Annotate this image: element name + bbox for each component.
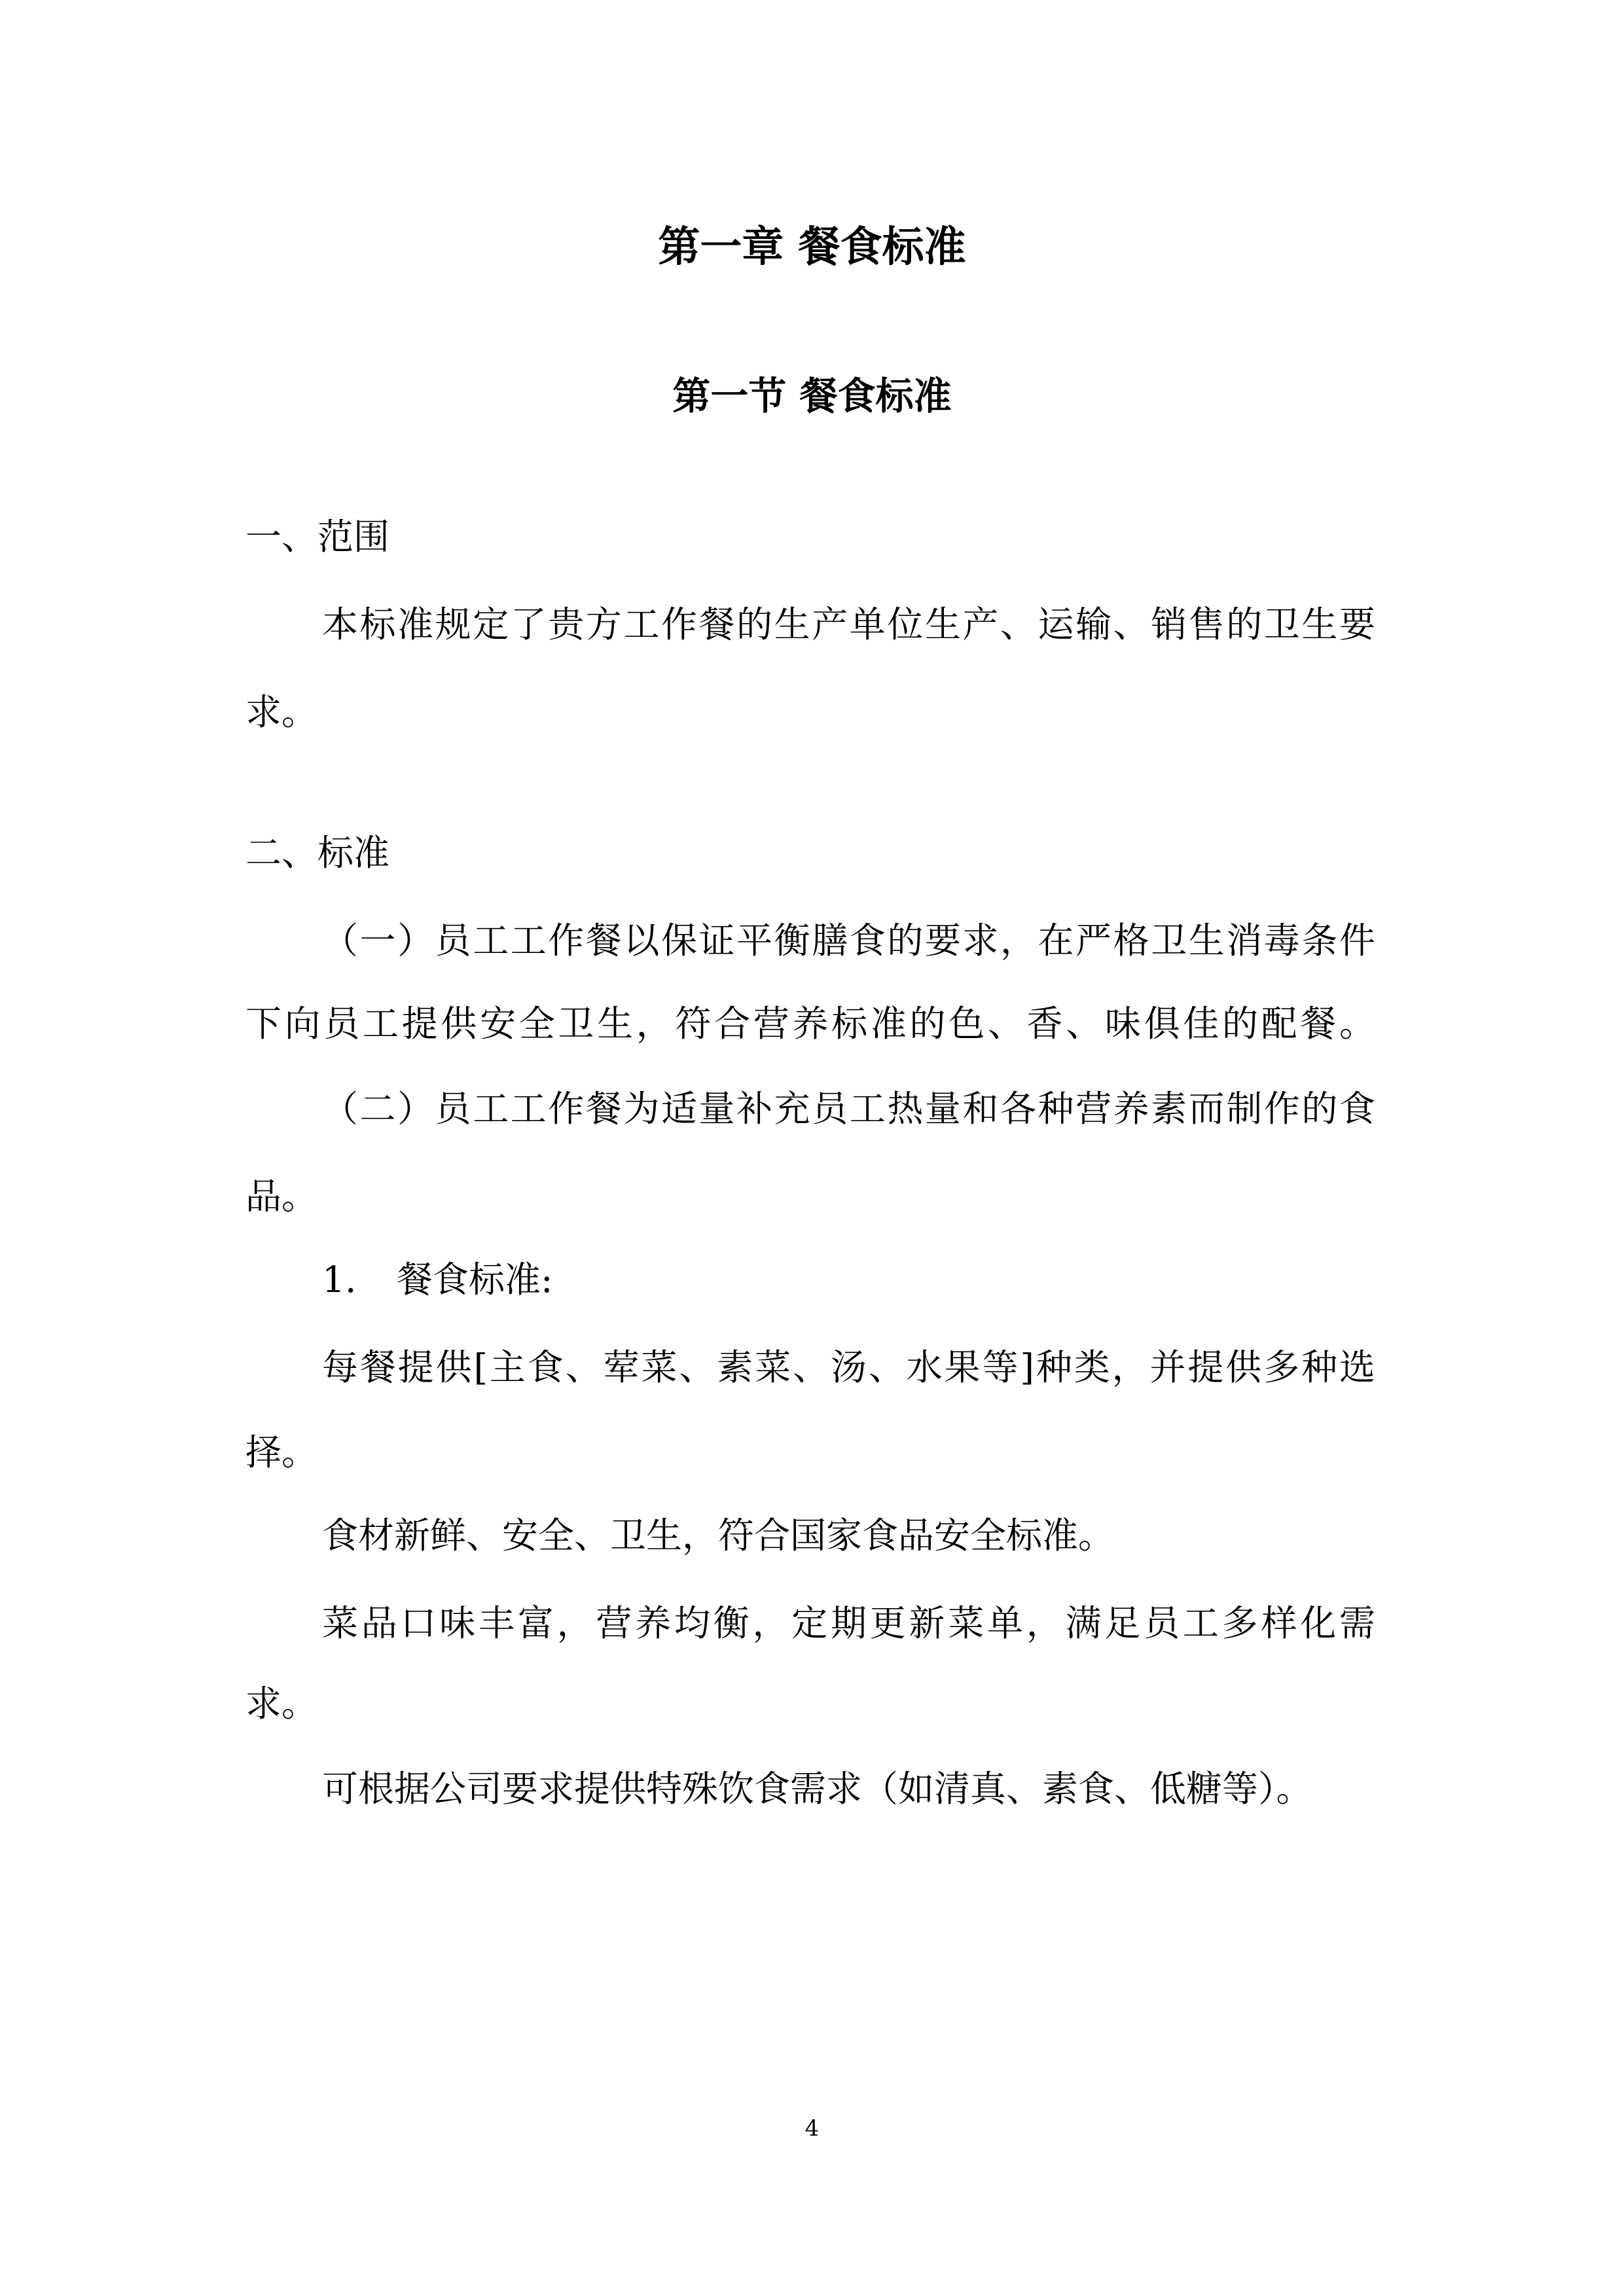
meal-types-line-1: 每餐提供[主食、荤菜、素菜、汤、水果等]种类，并提供多种选 — [322, 1346, 1375, 1388]
scope-heading: 一、范围 — [245, 516, 390, 558]
sub-item-heading: 餐食标准: — [397, 1259, 553, 1300]
menu-paragraph-line-1: 菜品口味丰富，营养均衡，定期更新菜单，满足员工多样化需 — [322, 1602, 1375, 1644]
standard-item2-line-1: （二）员工工作餐为适量补充员工热量和各种营养素而制作的食 — [322, 1088, 1375, 1130]
menu-paragraph-line-2: 求。 — [245, 1683, 318, 1725]
standard-heading: 二、标准 — [245, 832, 390, 874]
standard-item1-line-1: （一）员工工作餐以保证平衡膳食的要求，在严格卫生消毒条件 — [322, 920, 1375, 961]
special-diet-paragraph: 可根据公司要求提供特殊饮食需求（如清真、素食、低糖等）。 — [322, 1768, 1312, 1810]
standard-item1-line-2: 下向员工提供安全卫生，符合营养标准的色、香、味俱佳的配餐。 — [245, 1003, 1375, 1045]
standard-item2-line-2: 品。 — [245, 1175, 318, 1217]
sub-item-number: 1. — [322, 1259, 357, 1300]
page-number: 4 — [804, 2115, 820, 2142]
scope-paragraph-line-1: 本标准规定了贵方工作餐的生产单位生产、运输、销售的卫生要 — [322, 603, 1375, 645]
meal-types-line-2: 择。 — [245, 1431, 318, 1473]
section-title: 第一节 餐食标准 — [672, 374, 952, 418]
ingredients-paragraph: 食材新鲜、安全、卫生，符合国家食品安全标准。 — [322, 1515, 1115, 1556]
chapter-title: 第一章 餐食标准 — [658, 223, 966, 272]
scope-paragraph-line-2: 求。 — [245, 691, 318, 733]
